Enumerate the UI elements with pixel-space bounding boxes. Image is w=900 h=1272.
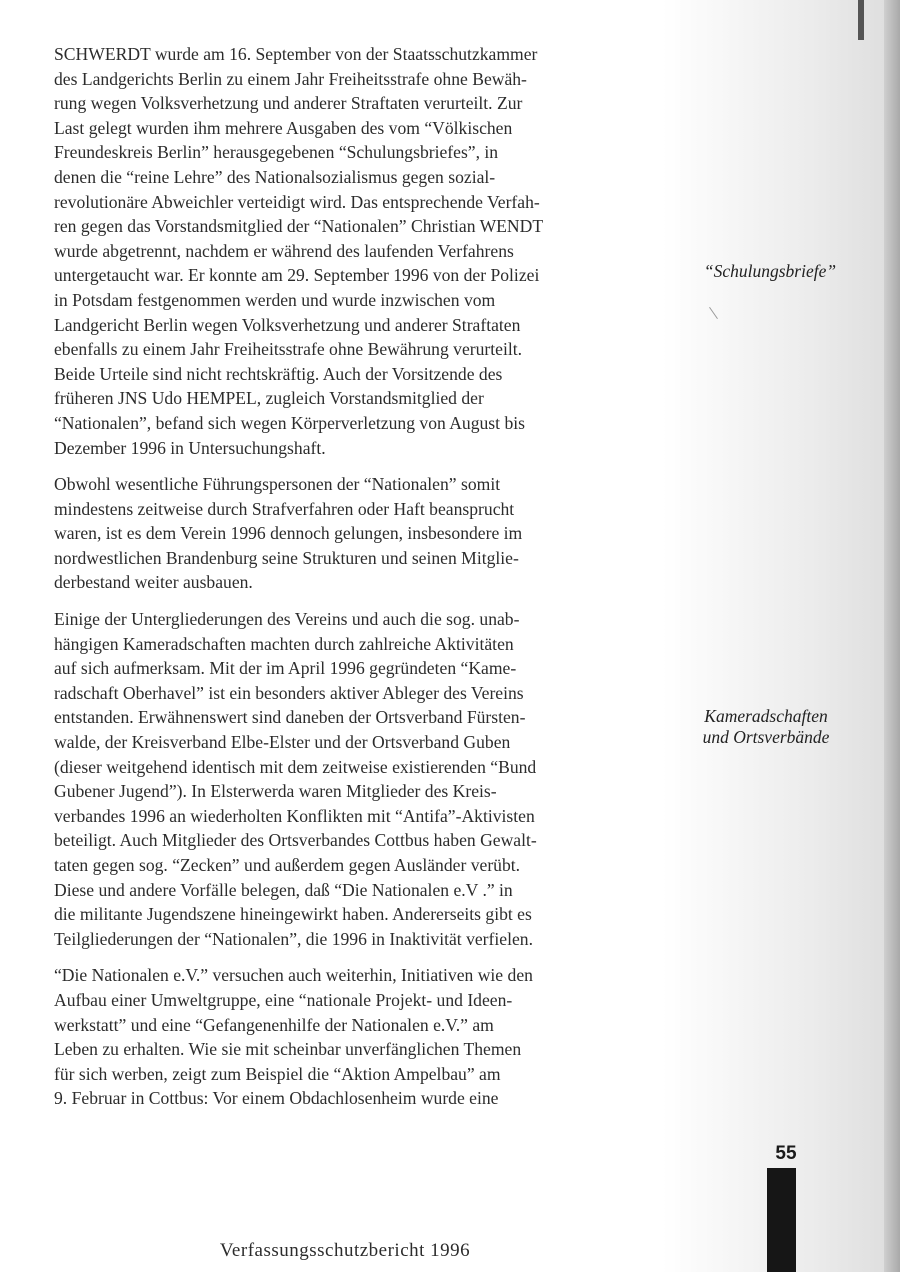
page-footer: Verfassungsschutzbericht 1996 xyxy=(219,1240,471,1261)
text-line: revolutionäre Abweichler verteidigt wird. Das entsprechende Verfah- xyxy=(54,191,540,212)
text-line: hängigen Kameradschaften machten durch zahlreiche Aktivitäten xyxy=(54,633,514,654)
margin-note-kameradschaften xyxy=(660,706,872,748)
text-line: ren gegen das Vorstandsmitglied der “Nationalen” Christian WENDT xyxy=(54,216,544,237)
text-line: Leben zu erhalten. Wie sie mit scheinbar unverfänglichen Themen xyxy=(54,1039,522,1060)
text-line: Diese und andere Vorfälle belegen, daß “Die Nationalen e.V .” in xyxy=(54,879,513,900)
text-line: Dezember 1996 in Untersuchungshaft. xyxy=(54,437,326,458)
margin-shading xyxy=(662,0,900,1272)
text-line: radschaft Oberhavel” ist ein besonders aktiver Ableger des Vereins xyxy=(54,682,524,703)
text-line: walde, der Kreisverband Elbe-Elster und der Ortsverband Guben xyxy=(54,732,511,753)
text-line: Einige der Untergliederungen des Vereins und auch die sog. unab- xyxy=(54,609,520,630)
text-line: werkstatt” und eine “Gefangenenhilfe der Nationalen e.V.” am xyxy=(54,1014,494,1035)
paragraph-3 xyxy=(54,607,654,951)
text-line: früheren JNS Udo HEMPEL, zugleich Vorstandsmitglied der xyxy=(54,388,484,409)
margin-note-line: Kameradschaften xyxy=(704,706,828,726)
text-line: derbestand weiter ausbauen. xyxy=(54,572,253,593)
paragraph-4 xyxy=(54,963,654,1111)
page-number: 55 xyxy=(775,1143,797,1164)
text-line: beteiligt. Auch Mitglieder des Ortsverbandes Cottbus haben Gewalt- xyxy=(54,830,537,851)
text-line: rung wegen Volksverhetzung und anderer Straftaten verurteilt. Zur xyxy=(54,93,523,114)
text-line: wurde abgetrennt, nachdem er während des laufenden Verfahrens xyxy=(54,240,514,261)
text-line: “Nationalen”, befand sich wegen Körperverletzung von August bis xyxy=(54,412,525,433)
main-text xyxy=(54,42,654,1123)
text-line: verbandes 1996 an wiederholten Konflikten mit “Antifa”-Aktivisten xyxy=(54,805,535,826)
text-line: entstanden. Erwähnenswert sind daneben der Ortsverband Fürsten- xyxy=(54,707,526,728)
paragraph-2 xyxy=(54,472,654,595)
text-line: denen die “reine Lehre” des Nationalsozialismus gegen sozial- xyxy=(54,166,496,187)
text-line: untergetaucht war. Er konnte am 29. September 1996 von der Polizei xyxy=(54,265,540,286)
text-line: Teilgliederungen der “Nationalen”, die 1996 in Inaktivität verfielen. xyxy=(54,928,533,949)
text-line: des Landgerichts Berlin zu einem Jahr Freiheitsstrafe ohne Bewäh- xyxy=(54,68,527,89)
text-line: Obwohl wesentliche Führungspersonen der “Nationalen” somit xyxy=(54,474,501,495)
text-line: 9. Februar in Cottbus: Vor einem Obdachlosenheim wurde eine xyxy=(54,1088,499,1109)
text-line: Landgericht Berlin wegen Volksverhetzung und anderer Straftaten xyxy=(54,314,521,335)
text-line: Aufbau einer Umweltgruppe, eine “nationale Projekt- und Ideen- xyxy=(54,989,513,1010)
margin-note-schulungsbriefe: “Schulungsbriefe” xyxy=(703,261,837,281)
text-line: taten gegen sog. “Zecken” und außerdem gegen Ausländer verübt. xyxy=(54,855,521,875)
text-line: für sich werben, zeigt zum Beispiel die “Aktion Ampelbau” am xyxy=(54,1063,501,1084)
text-line: mindestens zeitweise durch Strafverfahren oder Haft beansprucht xyxy=(54,498,515,519)
text-line: “Die Nationalen e.V.” versuchen auch weiterhin, Initiativen wie den xyxy=(54,965,533,986)
text-line: Freundeskreis Berlin” herausgegebenen “Schulungsbriefes”, in xyxy=(54,142,499,163)
text-line: Last gelegt wurden ihm mehrere Ausgaben des vom “Völkischen xyxy=(54,117,513,138)
text-line: Gubener Jugend”). In Elsterwerda waren Mitglieder des Kreis- xyxy=(54,781,497,802)
text-line: auf sich aufmerksam. Mit der im April 1996 gegründeten “Kame- xyxy=(54,658,517,679)
text-line: Beide Urteile sind nicht rechtskräftig. Auch der Vorsitzende des xyxy=(54,363,503,384)
paragraph-1 xyxy=(54,42,654,460)
margin-note-line: und Ortsverbände xyxy=(702,727,830,747)
page-edge-shadow xyxy=(884,0,900,1272)
text-line: in Potsdam festgenommen werden und wurde inzwischen vom xyxy=(54,289,496,310)
text-line: (dieser weitgehend identisch mit dem zeitweise existierenden “Bund xyxy=(54,756,537,777)
text-line: die militante Jugendszene hineingewirkt haben. Andererseits gibt es xyxy=(54,904,532,925)
text-line: waren, ist es dem Verein 1996 dennoch gelungen, insbesondere im xyxy=(54,523,523,544)
text-line: nordwestlichen Brandenburg seine Strukturen und seinen Mitglie- xyxy=(54,547,519,568)
page-number-bar xyxy=(767,1168,796,1272)
page-edge-mark xyxy=(858,0,864,40)
text-line: SCHWERDT wurde am 16. September von der Staatsschutzkammer xyxy=(54,44,538,64)
text-line: ebenfalls zu einem Jahr Freiheitsstrafe ohne Bewährung verurteilt. xyxy=(54,339,523,360)
